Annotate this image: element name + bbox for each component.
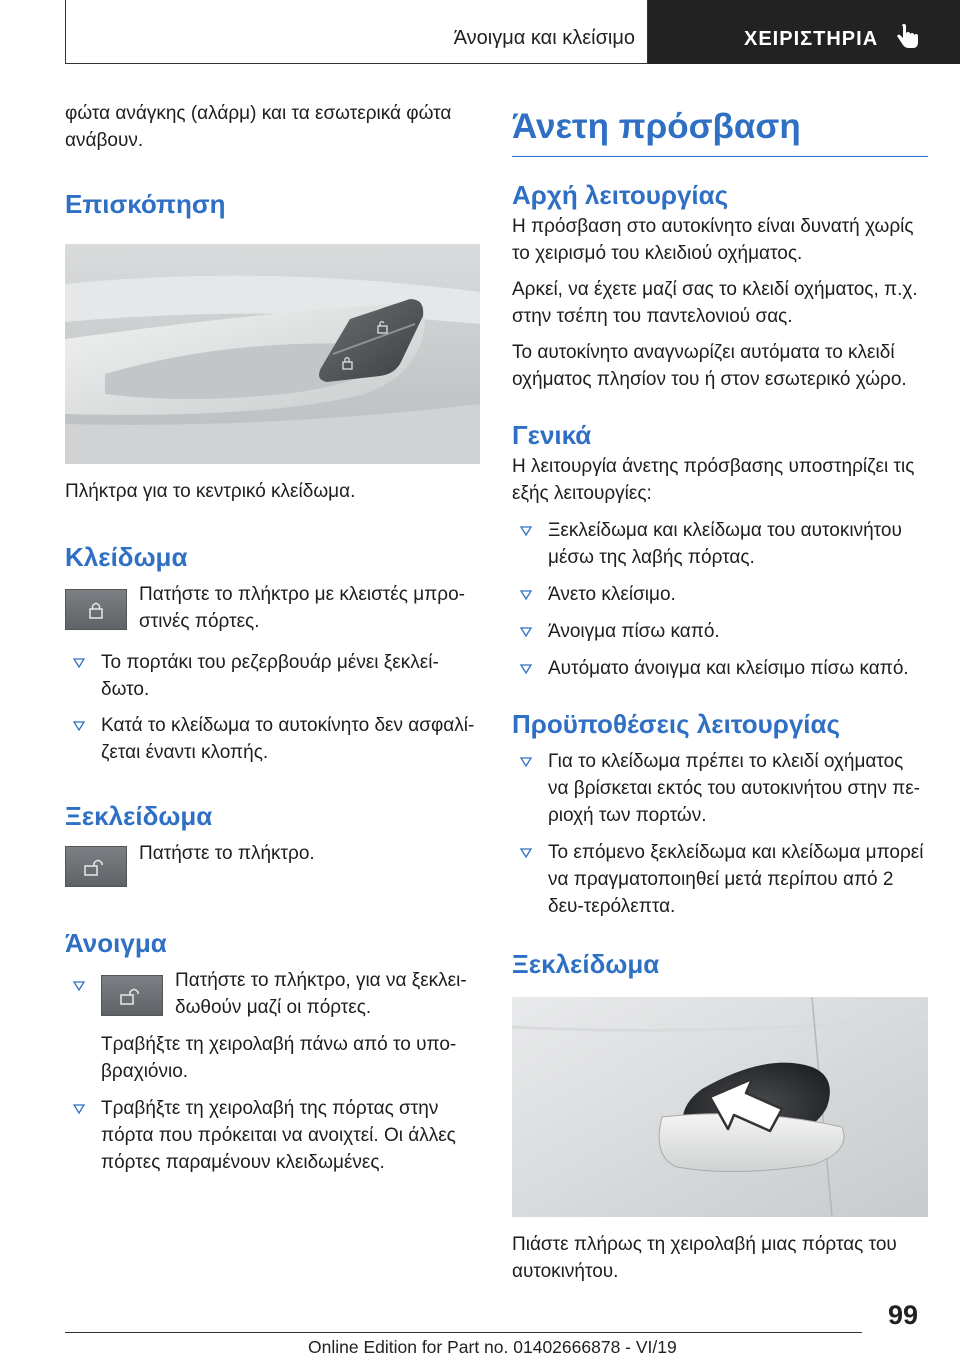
- bullet-triangle-icon: [73, 980, 85, 992]
- bullet-triangle-icon: [520, 626, 532, 638]
- main-heading: Άνετη πρόσβαση: [512, 107, 801, 146]
- unlock-text: Πατήστε το πλήκτρο.: [139, 843, 315, 864]
- general-bullet: [512, 581, 928, 608]
- general-bullet-text: Άνοιγμα πίσω καπό.: [548, 621, 720, 642]
- lock-bullet-text: Κατά το κλείδωμα το αυτοκίνητο δεν ασφαλί-ζεται έναντι κλοπής.: [101, 715, 475, 763]
- header-section-title: Άνοιγμα και κλείσιμο: [453, 27, 635, 49]
- prereq-bullet-text: Το επόμενο ξεκλείδωμα και κλείδωμα μπορεί να πραγματοποιηθεί μετά περίπου από 2 δευ-τερόλεπτα.: [548, 842, 924, 917]
- lock-open-icon: [119, 987, 145, 1005]
- lock-closed-icon: [88, 601, 104, 619]
- general-bullet-text: Αυτόματο άνοιγμα και κλείσιμο πίσω καπό.: [548, 658, 909, 679]
- principle-paragraph: Το αυτοκίνητο αναγνωρίζει αυτόματα το κλειδί οχήματος πλησίον του ή στον εσωτερικό χώρο.: [512, 342, 907, 390]
- unlock-heading: Ξεκλείδωμα: [65, 801, 213, 831]
- page-number: 99: [888, 1300, 919, 1330]
- edition-text: Online Edition for Part no. 01402666878 - VI/19: [308, 1337, 677, 1357]
- general-heading: Γενικά: [512, 420, 592, 450]
- prereq-bullet: [512, 839, 928, 920]
- general-bullet: [512, 517, 928, 571]
- door-panel-illustration: [65, 244, 480, 464]
- unlock-button-image: [101, 975, 163, 1016]
- open-bullet-text: Τραβήξτε τη χειρολαβή της πόρτας στην πόρτα που πρόκειται να ανοιχτεί. Οι άλλες πόρτες παραμένουν κλειδωμένες.: [101, 1098, 456, 1173]
- principle-paragraph: Αρκεί, να έχετε μαζί σας το κλειδί οχήματος, π.χ. στην τσέπη του παντελονιού σας.: [512, 279, 918, 327]
- open-bullet: [65, 967, 480, 1085]
- prereq-heading: Προϋποθέσεις λειτουργίας: [512, 709, 841, 739]
- bullet-triangle-icon: [520, 663, 532, 675]
- main-heading-rule: [512, 104, 928, 157]
- lock-button-image: [65, 589, 127, 630]
- header-chapter-title: ΧΕΙΡΙΣΤΗΡΙΑ: [744, 28, 879, 50]
- prereq-bullet-text: Για το κλείδωμα πρέπει το κλειδί οχήματος να βρίσκεται εκτός του αυτοκινήτου στην πε-ριοχή των πορτών.: [548, 751, 921, 826]
- general-bullet-text: Άνετο κλείσιμο.: [548, 584, 676, 605]
- general-paragraph: Η λειτουργία άνετης πρόσβασης υποστηρίζει τις εξής λειτουργίες:: [512, 456, 915, 504]
- comfort-unlock-heading: Ξεκλείδωμα: [512, 949, 660, 979]
- footer-rule: [65, 1332, 862, 1333]
- lock-open-icon: [83, 858, 109, 876]
- lock-bullet-text: Το πορτάκι του ρεζερβουάρ μένει ξεκλεί-δωτο.: [101, 652, 439, 700]
- intro-text: φώτα ανάγκης (αλάρμ) και τα εσωτερικά φώτα ανάβουν.: [65, 103, 452, 151]
- door-handle-illustration: [512, 997, 928, 1217]
- open-bullet: [65, 1095, 480, 1176]
- comfort-unlock-caption: Πιάστε πλήρως τη χειρολαβή μιας πόρτας του αυτοκινήτου.: [512, 1234, 897, 1282]
- right-column: [512, 100, 928, 1285]
- general-bullet: [512, 618, 928, 645]
- bullet-triangle-icon: [520, 525, 532, 537]
- bullet-triangle-icon: [73, 720, 85, 732]
- general-bullet-text: Ξεκλείδωμα και κλείδωμα του αυτοκινήτου μέσω της λαβής πόρτας.: [548, 520, 902, 568]
- general-bullet: [512, 655, 928, 682]
- prereq-bullet: [512, 748, 928, 829]
- bullet-triangle-icon: [73, 1103, 85, 1115]
- header-chapter-box: [648, 0, 960, 64]
- lock-instruction: [65, 581, 480, 635]
- open-heading: Άνοιγμα: [65, 928, 167, 958]
- lock-heading: Κλείδωμα: [65, 542, 188, 572]
- bullet-triangle-icon: [520, 847, 532, 859]
- open-bullet-subtext: Τραβήξτε τη χειρολαβή πάνω από το υπο-βραχιόνιο.: [101, 1034, 457, 1082]
- left-column: [65, 100, 480, 1176]
- principle-paragraph: Η πρόσβαση στο αυτοκίνητο είναι δυνατή χωρίς το χειρισμό του κλειδιού οχήματος.: [512, 216, 914, 264]
- hand-pointer-icon: [896, 24, 920, 50]
- open-bullet-text: Πατήστε το πλήκτρο, για να ξεκλει-δωθούν μαζί οι πόρτες.: [175, 970, 467, 1018]
- door-handle-grip-photo: [512, 997, 928, 1217]
- lock-bullet: [65, 649, 480, 703]
- bullet-triangle-icon: [520, 756, 532, 768]
- lock-text: Πατήστε το πλήκτρο με κλειστές μπρο-στινές πόρτες.: [139, 584, 465, 632]
- overview-caption: Πλήκτρα για το κεντρικό κλείδωμα.: [65, 481, 356, 502]
- bullet-triangle-icon: [520, 589, 532, 601]
- principle-heading: Αρχή λειτουργίας: [512, 180, 729, 210]
- lock-bullet: [65, 712, 480, 766]
- overview-heading: Επισκόπηση: [65, 189, 226, 219]
- unlock-button-image: [65, 846, 127, 887]
- unlock-instruction: [65, 840, 480, 887]
- bullet-triangle-icon: [73, 657, 85, 669]
- header-section-box: [65, 0, 648, 64]
- door-panel-lock-buttons-photo: [65, 244, 480, 464]
